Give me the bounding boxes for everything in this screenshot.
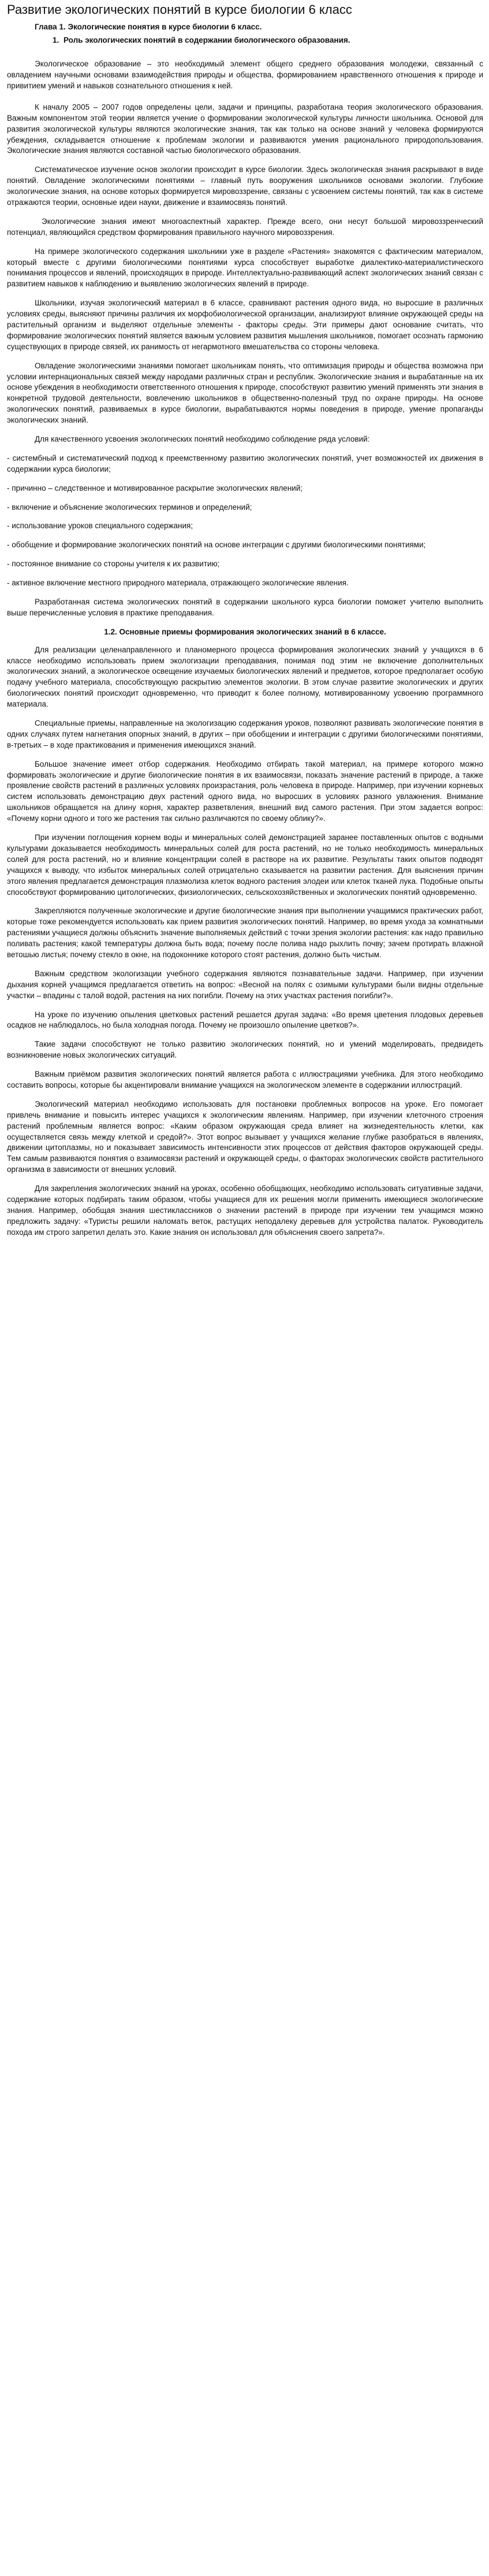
page-title: Развитие экологических понятий в курсе биологии 6 класс	[7, 2, 352, 17]
condition-item: - активное включение местного природного материала, отражающего экологические явления.	[7, 578, 349, 588]
condition-item: - включение и объяснение экологических терминов и определений;	[7, 502, 252, 512]
condition-item: - постоянное внимание со стороны учителя к их развитию;	[7, 559, 220, 569]
paragraph: Важным приёмом развития экологических понятий является работа с иллюстрациями учебника. Для этого необходимо составить вопросы, которые бы акцентировали внимание учащихся на экологическом элементе в содержании иллюстраций.	[7, 1070, 483, 1089]
condition-item: - систембный и систематический подход к преемственному развитию экологических понятий, учет возможностей их движения в содержании курса биологии;	[7, 453, 483, 473]
condition-item: - обобщение и формирование экологических понятий на основе интеграции с другими биологическими понятиями;	[7, 540, 426, 550]
paragraph: Разработанная система экологических понятий в содержании школьного курса биологии поможет учителю выполнить выше перечисленные условия в практике преподавания.	[7, 598, 483, 617]
chapter-outline	[7, 35, 483, 46]
paragraph: Экологический материал необходимо использовать для постановки проблемных вопросов на уроке. Его помогает привлечь внимание и повысить интерес учащихся к экологическим явлениям. Например, при изучении клеточного строения растений проблемным является вопрос: «Каким образом окружающая среда влияет на жизнедеятельность клетки, как осуществляется связь между клеткой и средой?». Этот вопрос вызывает у учащихся желание глубже разобраться в явлениях, движении цитоплазмы, но и показывает зависимость интенсивности этих процессов от действия факторов окружающей среды. Тем самым развиваются понятия о взаимосвязи растений и окружающей среды, о факторах экологических свойств растительного организма в зависимости от внешних условий.	[7, 1099, 483, 1174]
outline-item: 1. Роль экологических понятий в содержании биологического образования.	[61, 35, 483, 46]
paragraph: Школьники, изучая экологический материал в 6 классе, сравнивают растения одного вида, но выросшие в различных условиях среды, выясняют причины различия их морфобиологической организации, анализируют влияние окружающей среды на растительный организм и выделяют отдельные элементы - факторы среды. Эти примеры дают основание считать, что формирование экологических понятий является важным условием развития мышления школьников, помогает осознать гармонию существующих в природе связей, их ранимость от негармотного вмешательства со стороны человека.	[7, 298, 483, 351]
paragraph: Экологические знания имеют многоаспектный характер. Прежде всего, они несут большой мировоззренческий потенциал, являющийся средством формирования правильного научного мировоззрения.	[7, 216, 483, 237]
paragraph: Экологическое образование – это необходимый элемент общего среднего образования молодежи, связанный с овладением научными основами взаимодействия природы и общества, формированием нравственного отношения к природе и привитием умений и навыков сознательного отношения к ней.	[7, 59, 483, 90]
condition-item: - использование уроков специального содержания;	[7, 521, 193, 531]
paragraph: Систематическое изучение основ экологии происходит в курсе биологии. Здесь экологическая знания раскрывают в виде понятий. Овладение экологическими понятиями – главный путь вооружения школьников основами экологии. Глубокие экологические знания, на основе которых формируется мировоззрение, связаны с усвоением системы понятий, так как в системе отражаются теории, основные идеи науки, движение и взаимосвязь понятий.	[7, 165, 483, 207]
paragraph: Для закрепления экологических знаний на уроках, особенно обобщающих, необходимо использовать ситуативные задачи, содержание которых подбирать таким образом, чтобы учащиеся для их решения могли применить имеющиеся экологические знания. Например, обобщая знания шестиклассников о значении растений в природе при изучении тем учащимся можно предложить задачу: «Туристы решили наломать веток, растущих неподалеку деревьев для устройства палаток. Руководитель похода им строго запретил делать это. Какие знания он использовал для объяснения своего запрета?».	[7, 1184, 483, 1237]
paragraph: Большое значение имеет отбор содержания. Необходимо отбирать такой материал, на примере которого можно формировать экологические и другие биологические понятия в их взаимосвязи, показать значение растений в природе, а также проявление свойств растений в различных условиях произрастания, роль человека в природе. Например, при изучении корневых систем использовать демонстрацию двух растений одного вида, но выросших в условиях разного увлажнения. Внимание школьников обращается на длину корня, характер разветвления, внешний вид самого растения. При этом задается вопрос: «Почему корни одного и того же растения так сильно различаются по своему облику?».	[7, 759, 483, 823]
paragraph: Закрепляются полученные экологические и другие биологические знания при выполнении учащимися практических работ, которые тоже рекомендуется использовать как прием развития экологических понятий. Например, во время ухода за комнатными растениями учащиеся должны объяснить значение выполняемых действий с точки зрения экологии растения: как надо правильно поливать растения; какой температуры должна быть вода; почему после полива надо рыхлить почву; зачем протирать влажной ветошью листья; почему стекло в окне, на подоконнике которого стоят растения, должно быть чистым.	[7, 906, 483, 959]
paragraph: При изучении поглощения корнем воды и минеральных солей демонстрацией заранее поставленных опытов с водными культурами доказывается необходимость минеральных солей для роста растений, но не только необходимость минеральных солей для роста растений, но и влияние концентрации солей в растворе на их развитие. Результаты таких опытов подводят учащихся к выводу, что избыток минеральных солей отрицательно сказывается на развитии растения. Для выяснения причин этого явления предлагается демонстрация плазмолиза клеток водного растения элодеи или клеток тканей лука. Подобные опыты способствуют формированию цитологических, физиологических, сельскохозяйственных и экологических понятий одновременно.	[7, 833, 483, 897]
paragraph: Овладение экологическими знаниями помогает школьникам понять, что оптимизация природы и общества возможна при условии интернациональных связей между народами различных стран и республик. Экологические знания и вырабатанные на их основе убеждения в необходимости ответственного отношения к природе, способствуют развитию умений применять эти знания в конкретной трудовой деятельности, вовлечению школьников в общественно-полезный труд по охране природы. На основе экологических понятий, развиваемых в курсе биологии, вырабатываются нормы поведения в природе, умение пропаганды экологических знаний.	[7, 361, 483, 425]
paragraph: К началу 2005 – 2007 годов определены цели, задачи и принципы, разработана теория экологического образования. Важным компонентом этой теории является учение о формировании экологической культуры личности школьника. Основой для развития экологической культуры являются экологические знания, так как только на основе знаний у человека формируются убеждения, складывается отношение к проблемам экологии и развиваются умения рационального природопользования. Экологические знания являются составной частью биологического образования.	[7, 102, 483, 155]
paragraph: Специальные приемы, направленные на экологизацию содержания уроков, позволяют развивать экологические понятия в одних случаях путем нагнетания опорных знаний, в других – при обобщении и интеграции с другими биологическими понятиями, в-третьих – в ходе практикования и применения имеющихся знаний.	[7, 719, 483, 749]
paragraph: Важным средством экологизации учебного содержания являются познавательные задачи. Например, при изучении дыхания корней учащимся предлагается ответить на вопрос: «Весной на полях с озимыми культурами были видны отдельные участки – впадины с талой водой, растения на них погибли. Почему на этих участках растения погибли?».	[7, 969, 483, 1000]
chapter-heading: Глава 1. Экологические понятия в курсе биологии 6 класс.	[35, 23, 262, 32]
section-heading: 1.2. Основные приемы формирования экологических знаний в 6 классе.	[104, 627, 386, 636]
paragraph: На примере экологического содержания школьники уже в разделе «Растения» знакомятся с фактическим материалом, который вместе с другими биологическими понятиями курса способствует выработке диалектико-материалистического понимания процессов и явлений, происходящих в природе. Интеллектуально-развивающий аспект экологических знаний связан с развитием навыков к наблюдению и выявлению экологических явлений в природе.	[7, 247, 483, 289]
document-page	[0, 0, 489, 1260]
paragraph: Такие задачи способствуют не только развитию экологических понятий, но и умений моделировать, предвидеть возникновение новых экологических ситуаций.	[7, 1040, 483, 1060]
paragraph: На уроке по изучению опыления цветковых растений решается другая задача: «Во время цветения плодовых деревьев осадков не наблюдалось, но была холодная погода. Почему не произошло опыление цветков?».	[7, 1010, 483, 1030]
paragraph: Для качественного усвоения экологических понятий необходимо соблюдение ряда условий:	[35, 435, 370, 443]
condition-item: - причинно – следственное и мотивированное раскрытие экологических явлений;	[7, 483, 303, 492]
paragraph: Для реализации целенаправленного и планомерного процесса формирования экологических знаний у учащихся в 6 классе необходимо использовать прием экологизации преподавания, понимая под этим не включение дополнительных экологических знаний, а экологическое освещение изучаемых биологических явлений и предметов, которое предполагает особую подачу учебного материала, способствующую раскрытию элементов экологии. В этом случае развитие экологических и других биологических понятий происходит одновременно, что приводит к более полному, мотивированному усвоению программного материала.	[7, 645, 483, 709]
